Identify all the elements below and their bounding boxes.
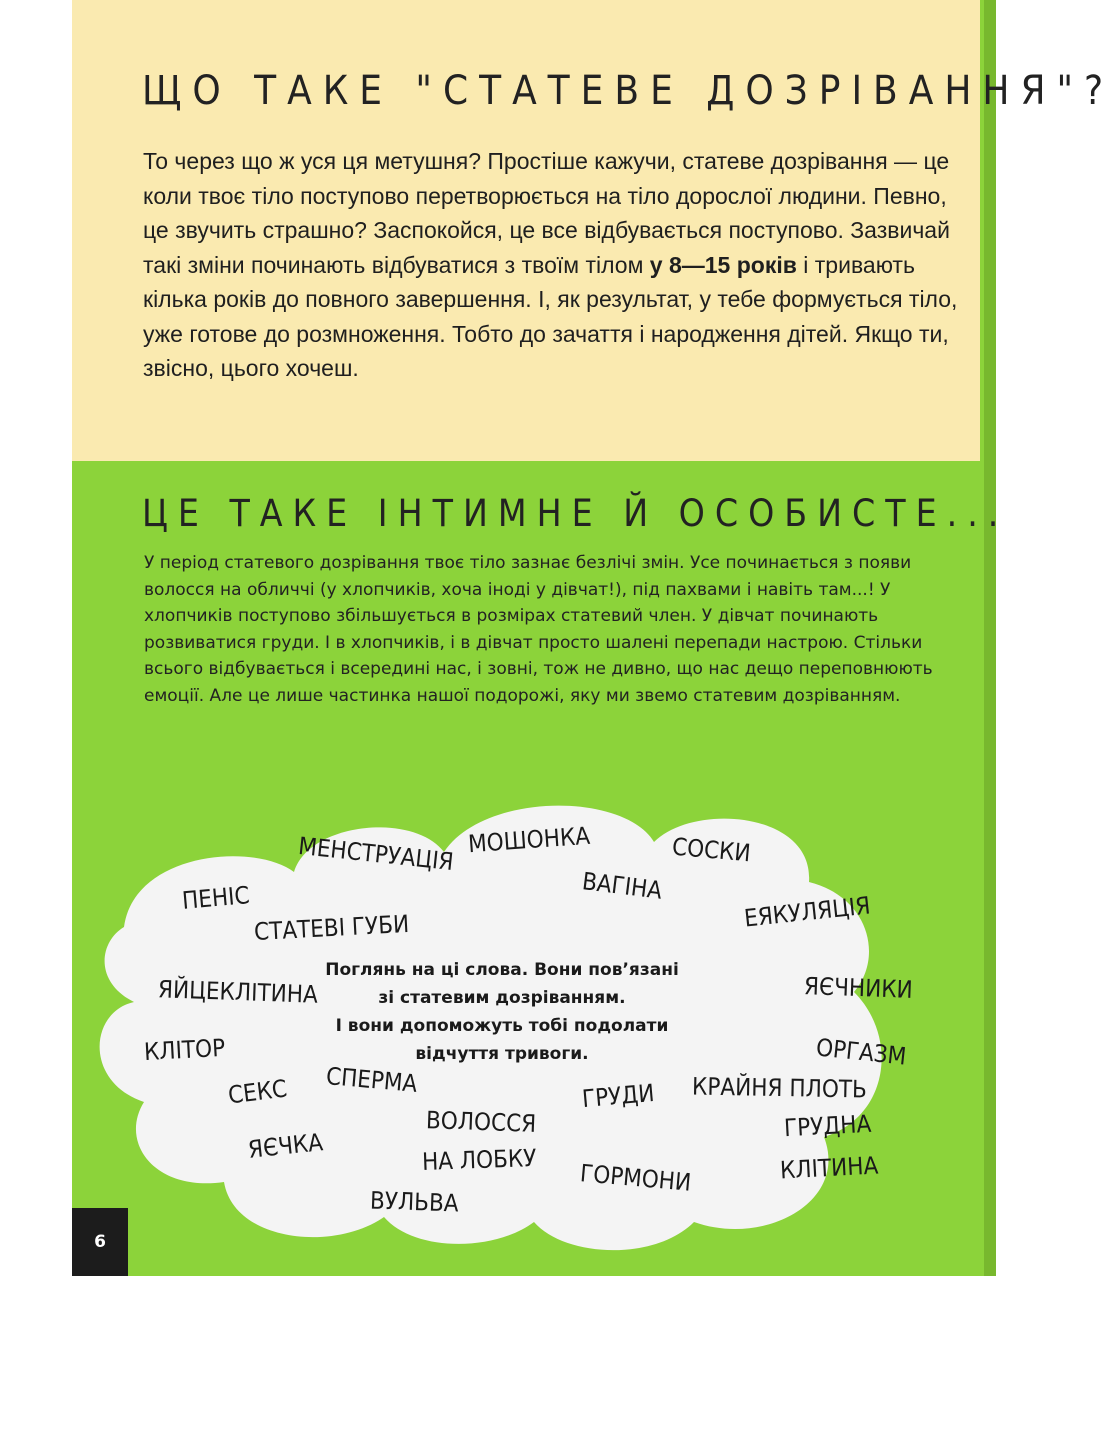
page-edge xyxy=(984,0,996,1276)
word-pubic-hair-line-2: НА ЛОБКУ xyxy=(421,1144,537,1176)
word-nipples: СОСКИ xyxy=(670,832,752,868)
word-pubic-hair-line-1: ВОЛОССЯ xyxy=(425,1106,537,1138)
word-sperm: СПЕРМА xyxy=(324,1062,419,1098)
cloud-center-line-1: Поглянь на ці слова. Вони пов’язані xyxy=(325,960,679,980)
cloud-center-line-2: зі статевим дозріванням. xyxy=(378,988,626,1008)
word-vagina: ВАГІНА xyxy=(580,867,664,905)
word-egg-cell: ЯЙЦЕКЛІТИНА xyxy=(157,975,319,1009)
word-ejaculation: ЕЯКУЛЯЦІЯ xyxy=(742,891,872,933)
intro-text-start: То через що ж уся ця метушня? Простіше кажучи, статеве дозрівання — це коли твоє тіло поступово перетворюється на тіло дорослої людини. Певно, це звучить страшно? Заспокойся, це все відбувається поступово. Зазвичай такі зміни починають відбуватися з твоїм тілом xyxy=(143,148,950,278)
word-vulva: ВУЛЬВА xyxy=(369,1186,460,1218)
word-scrotum: МОШОНКА xyxy=(467,821,591,859)
section-title-puberty: ЩО ТАКЕ "СТАТЕВЕ ДОЗРІВАННЯ"? xyxy=(142,68,1114,114)
word-sex: СЕКС xyxy=(226,1074,289,1110)
word-hormones: ГОРМОНИ xyxy=(578,1159,693,1197)
word-penis: ПЕНІС xyxy=(180,881,251,915)
word-breast-cell-line-1: ГРУДНА xyxy=(783,1109,872,1143)
word-breast-cell-line-2: КЛІТИНА xyxy=(779,1151,879,1185)
word-labia: СТАТЕВІ ГУБИ xyxy=(253,909,410,947)
section-title-intimate: ЦЕ ТАКЕ ІНТИМНЕ Й ОСОБИСТЕ... xyxy=(142,492,1009,535)
word-testicles: ЯЄЧКА xyxy=(246,1128,325,1164)
page-number: 6 xyxy=(72,1208,128,1276)
word-clitoris: КЛІТОР xyxy=(143,1033,226,1067)
cloud-center-line-4: відчуття тривоги. xyxy=(415,1044,589,1064)
intro-panel xyxy=(72,0,1114,461)
intimate-paragraph: У період статевого дозрівання твоє тіло зазнає безлічі змін. Усе починається з появи волосся на обличчі (у хлопчиків, хоча іноді у дівчат!), під пахвами і навіть там...! У хлопчиків поступово збільшується в розмірах статевий член. У дівчат починають розвиватися груди. І в хлопчиків, і в дівчат просто шалені перепади настрою. Стільки всього відбувається і всередині нас, і зовні, тож не дивно, що нас дещо переповнюють емоції. Але це лише частинка нашої подорожі, яку ми звемо статевим дозріванням. xyxy=(144,553,933,706)
word-ovaries: ЯЄЧНИКИ xyxy=(803,972,914,1004)
word-breasts: ГРУДИ xyxy=(580,1078,656,1114)
book-page xyxy=(72,0,1114,1276)
intro-age-range: у 8—15 років xyxy=(649,251,797,278)
word-orgasm: ОРГАЗМ xyxy=(814,1033,908,1071)
word-menstruation: МЕНСТРУАЦІЯ xyxy=(296,831,455,877)
word-foreskin: КРАЙНЯ ПЛОТЬ xyxy=(691,1072,868,1104)
intro-text-end: і тривають кілька років до повного завершення. І, як результат, у тебе формується тіло, уже готове до розмноження. Тобто до зачаття і народження дітей. Якщо ти, звісно, цього хочеш. xyxy=(143,251,958,381)
cloud-center-line-3: І вони допоможуть тобі подолати xyxy=(335,1016,669,1036)
intro-paragraph xyxy=(143,144,963,386)
cloud-center-text xyxy=(302,956,702,1068)
